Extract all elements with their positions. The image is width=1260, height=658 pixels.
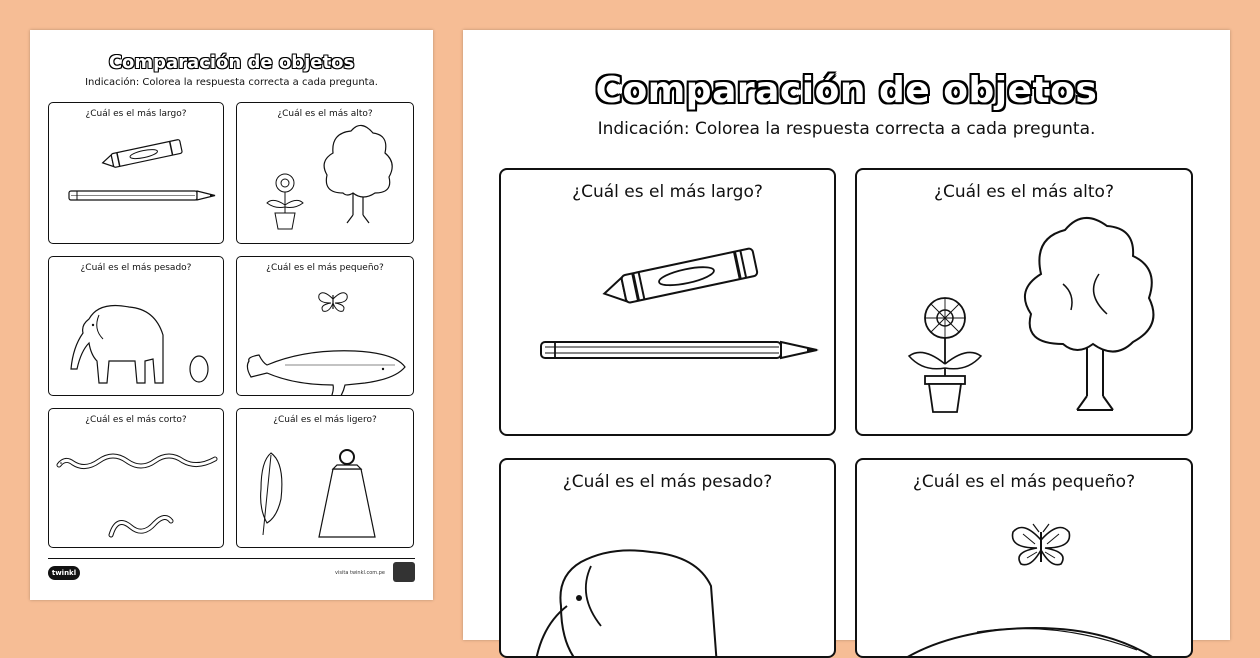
- elephant-egg-illustration: [49, 257, 224, 396]
- question-box-lightest: [236, 408, 414, 548]
- question-box-smallest: [855, 458, 1193, 658]
- flower-tree-illustration: [857, 170, 1193, 436]
- worksheet-detail: [463, 30, 1230, 640]
- question-box-longest: [48, 102, 224, 244]
- butterfly-whale-illustration: [857, 460, 1193, 658]
- elephant-icon: [535, 550, 717, 658]
- snake-worm-illustration: [49, 409, 224, 548]
- pencil-icon: [541, 342, 819, 358]
- elephant-egg-illustration: [501, 460, 836, 658]
- butterfly-icon: [319, 293, 348, 312]
- question-label: ¿Cuál es el más pequeño?: [912, 472, 1136, 492]
- footer-divider: [48, 558, 415, 559]
- flower-pot-icon: [267, 174, 303, 229]
- question-label: ¿Cuál es el más ligero?: [273, 415, 377, 425]
- question-box-heaviest: [499, 458, 836, 658]
- question-label: ¿Cuál es el más pesado?: [80, 263, 192, 273]
- question-box-shortest: [48, 408, 224, 548]
- question-label: ¿Cuál es el más largo?: [572, 182, 763, 202]
- question-box-longest: [499, 168, 836, 436]
- worksheet-instruction: Indicación: Colorea la respuesta correcta a cada pregunta.: [597, 119, 1096, 139]
- tree-icon: [1025, 218, 1154, 410]
- whale-icon: [247, 351, 405, 396]
- twinkl-logo: twinkl: [48, 566, 80, 580]
- question-label: ¿Cuál es el más pequeño?: [266, 263, 384, 273]
- butterfly-whale-illustration: [237, 257, 414, 396]
- crayon-pencil-illustration: [501, 170, 836, 436]
- butterfly-icon: [1013, 524, 1070, 565]
- question-box-tallest: [236, 102, 414, 244]
- question-label: ¿Cuál es el más corto?: [85, 415, 187, 425]
- badge-icon: [393, 562, 415, 582]
- egg-icon: [190, 356, 208, 382]
- question-label: ¿Cuál es el más alto?: [277, 109, 373, 119]
- snake-icon: [59, 456, 215, 467]
- worksheet-title: Comparación de objetos: [595, 70, 1098, 111]
- question-box-tallest: [855, 168, 1193, 436]
- worksheet-instruction: Indicación: Colorea la respuesta correcta a cada pregunta.: [85, 77, 378, 88]
- flower-tree-illustration: [237, 103, 414, 244]
- question-label: ¿Cuál es el más pesado?: [562, 472, 773, 492]
- worm-icon: [111, 517, 171, 535]
- question-box-smallest: [236, 256, 414, 396]
- tree-icon: [324, 125, 392, 223]
- flower-pot-icon: [909, 298, 981, 412]
- question-label: ¿Cuál es el más largo?: [85, 109, 187, 119]
- worksheet-title: Comparación de objetos: [108, 52, 355, 73]
- footer-url: visita twinkl.com.pe: [335, 570, 385, 576]
- whale-icon: [877, 628, 1177, 658]
- crayon-pencil-illustration: [49, 103, 224, 244]
- feather-weight-illustration: [237, 409, 414, 548]
- pencil-icon: [69, 191, 215, 200]
- crayon-icon: [101, 139, 182, 169]
- weight-icon: [319, 450, 375, 537]
- feather-icon: [261, 453, 282, 535]
- question-label: ¿Cuál es el más alto?: [934, 182, 1114, 202]
- elephant-icon: [71, 306, 163, 384]
- worksheet-thumbnail: [30, 30, 433, 600]
- crayon-icon: [601, 248, 757, 307]
- question-box-heaviest: [48, 256, 224, 396]
